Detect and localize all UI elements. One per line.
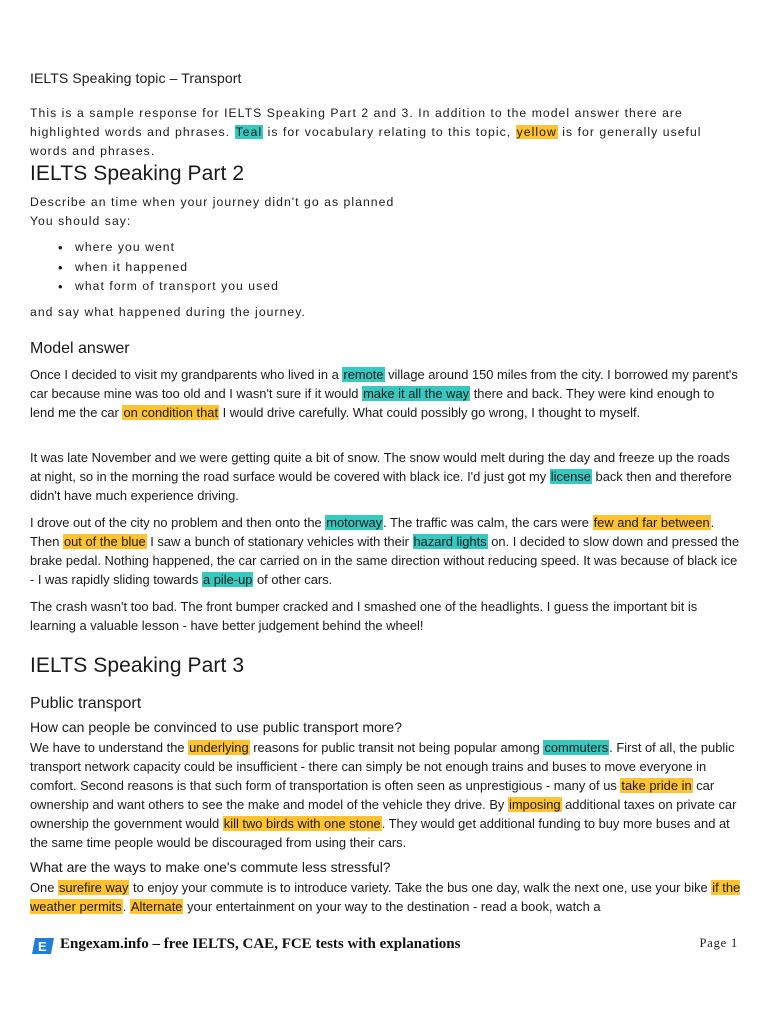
question-2: What are the ways to make one's commute less stressful? xyxy=(30,859,391,875)
useful-phrase-highlight: imposing xyxy=(508,797,561,812)
text-run: car ownership and want others to see the make and model of the vehicle they drive. By xyxy=(30,778,715,812)
text-run: We have to understand the xyxy=(30,740,189,755)
text-run: . Then xyxy=(30,515,715,549)
text-run: is for generally useful words and phrases. xyxy=(30,125,702,158)
page-number: Page 1 xyxy=(699,936,738,950)
text-run: I would drive carefully. What could possibly go wrong, I thought to myself. xyxy=(219,405,641,420)
answer-1 xyxy=(30,738,742,852)
answer-paragraph-3 xyxy=(30,513,742,589)
topic-vocab-highlight: motorway xyxy=(326,515,383,530)
text-run: your entertainment on your way to the destination - read a book, watch a xyxy=(183,899,601,914)
text-run: reasons for public transit not being popular among xyxy=(249,740,544,755)
useful-phrase-highlight: surefire way xyxy=(58,880,129,895)
text-run: . xyxy=(122,899,130,914)
text-run: . First of all, the public transport network capacity could be insufficient - there can simply be not enough trains and buses to move everyone in comfort. Second reasons is that such form of transportation is often seen as unprestigious - many of us xyxy=(30,740,735,793)
text-run: to enjoy your commute is to introduce variety. Take the bus one day, walk the next one, use your bike xyxy=(129,880,712,895)
part3-heading: IELTS Speaking Part 3 xyxy=(30,654,245,677)
text-run: This is a sample response for IELTS Speaking Part 2 and 3. In addition to the model answer there are highlighted words and phrases. xyxy=(30,106,683,139)
useful-phrase-highlight: kill two birds with one stone xyxy=(223,816,381,831)
part2-task: Describe an time when your journey didn't go as planned xyxy=(30,195,395,209)
useful-phrase-highlight: take pride in xyxy=(621,778,692,793)
topic-vocab-highlight: commuters xyxy=(544,740,609,755)
useful-phrase-highlight: out of the blue xyxy=(63,534,146,549)
text-run: of other cars. xyxy=(253,572,333,587)
footer-site-link[interactable]: Engexam.info – free IELTS, CAE, FCE tests with explanations xyxy=(60,936,461,952)
topic-vocab-highlight: make it all the way xyxy=(363,386,470,401)
useful-phrase-highlight: if the weather permits xyxy=(30,880,741,914)
topic-vocab-highlight: Teal xyxy=(235,125,263,139)
text-run: One xyxy=(30,880,58,895)
topic-vocab-highlight: remote xyxy=(343,367,384,382)
topic-title: IELTS Speaking topic – Transport xyxy=(30,70,242,86)
bullet-item: • what form of transport you used xyxy=(30,277,279,297)
useful-phrase-highlight: Alternate xyxy=(130,899,183,914)
text-run: It was late November and we were getting quite a bit of snow. The snow would melt during the day and freeze up the roads at night, so in the morning the road surface would be covered with black ice. I'd just got my xyxy=(30,450,730,484)
useful-phrase-highlight: few and far between xyxy=(593,515,710,530)
text-run: I saw a bunch of stationary vehicles with their xyxy=(146,534,413,549)
public-transport-heading: Public transport xyxy=(30,695,142,712)
text-run: . They would get additional funding to buy more buses and at the same time people would be discouraged from using their cars. xyxy=(30,816,730,850)
engexam-logo-icon xyxy=(32,938,54,954)
svg-text:E: E xyxy=(38,939,47,954)
answer-paragraph-1 xyxy=(30,365,742,422)
bullet-item: • where you went xyxy=(30,238,279,258)
topic-vocab-highlight: a pile-up xyxy=(202,572,253,587)
text-run: on. I decided to slow down and pressed the brake pedal. Nothing happened, the car carried on in the same direction without reducing speed. It was because of black ice - I was rapidly sliding towards xyxy=(30,534,740,587)
cue-card-bullets xyxy=(30,238,279,297)
page-footer xyxy=(32,935,738,957)
intro-paragraph xyxy=(30,104,740,161)
model-answer-heading: Model answer xyxy=(30,340,130,357)
text-run: additional taxes on private car ownership the government would xyxy=(30,797,737,831)
topic-vocab-highlight: license xyxy=(550,469,591,484)
text-run: Once I decided to visit my grandparents who lived in a xyxy=(30,367,343,382)
useful-phrase-highlight: on condition that xyxy=(123,405,219,420)
text-run: The crash wasn't too bad. The front bumper cracked and I smashed one of the headlights. I guess the important bit is learning a valuable lesson - have better judgement behind the wheel! xyxy=(30,599,698,633)
and-say-line: and say what happened during the journey. xyxy=(30,305,306,319)
useful-phrase-highlight: yellow xyxy=(516,125,557,139)
text-run: . The traffic was calm, the cars were xyxy=(383,515,593,530)
question-1: How can people be convinced to use public transport more? xyxy=(30,719,402,735)
answer-paragraph-2 xyxy=(30,448,742,505)
part2-heading: IELTS Speaking Part 2 xyxy=(30,162,245,185)
text-run: I drove out of the city no problem and then onto the xyxy=(30,515,326,530)
should-say-label: You should say: xyxy=(30,214,132,228)
useful-phrase-highlight: underlying xyxy=(189,740,249,755)
text-run: back then and therefore didn't have much experience driving. xyxy=(30,469,732,503)
topic-vocab-highlight: hazard lights xyxy=(413,534,487,549)
text-run: is for vocabulary relating to this topic, xyxy=(263,125,516,139)
text-run: village around 150 miles from the city. I borrowed my parent's car because mine was too old and I wasn't sure if it would xyxy=(30,367,738,401)
answer-paragraph-4 xyxy=(30,597,742,635)
bullet-item: • when it happened xyxy=(30,258,279,278)
text-run: there and back. They were kind enough to lend me the car xyxy=(30,386,715,420)
answer-2 xyxy=(30,878,742,916)
